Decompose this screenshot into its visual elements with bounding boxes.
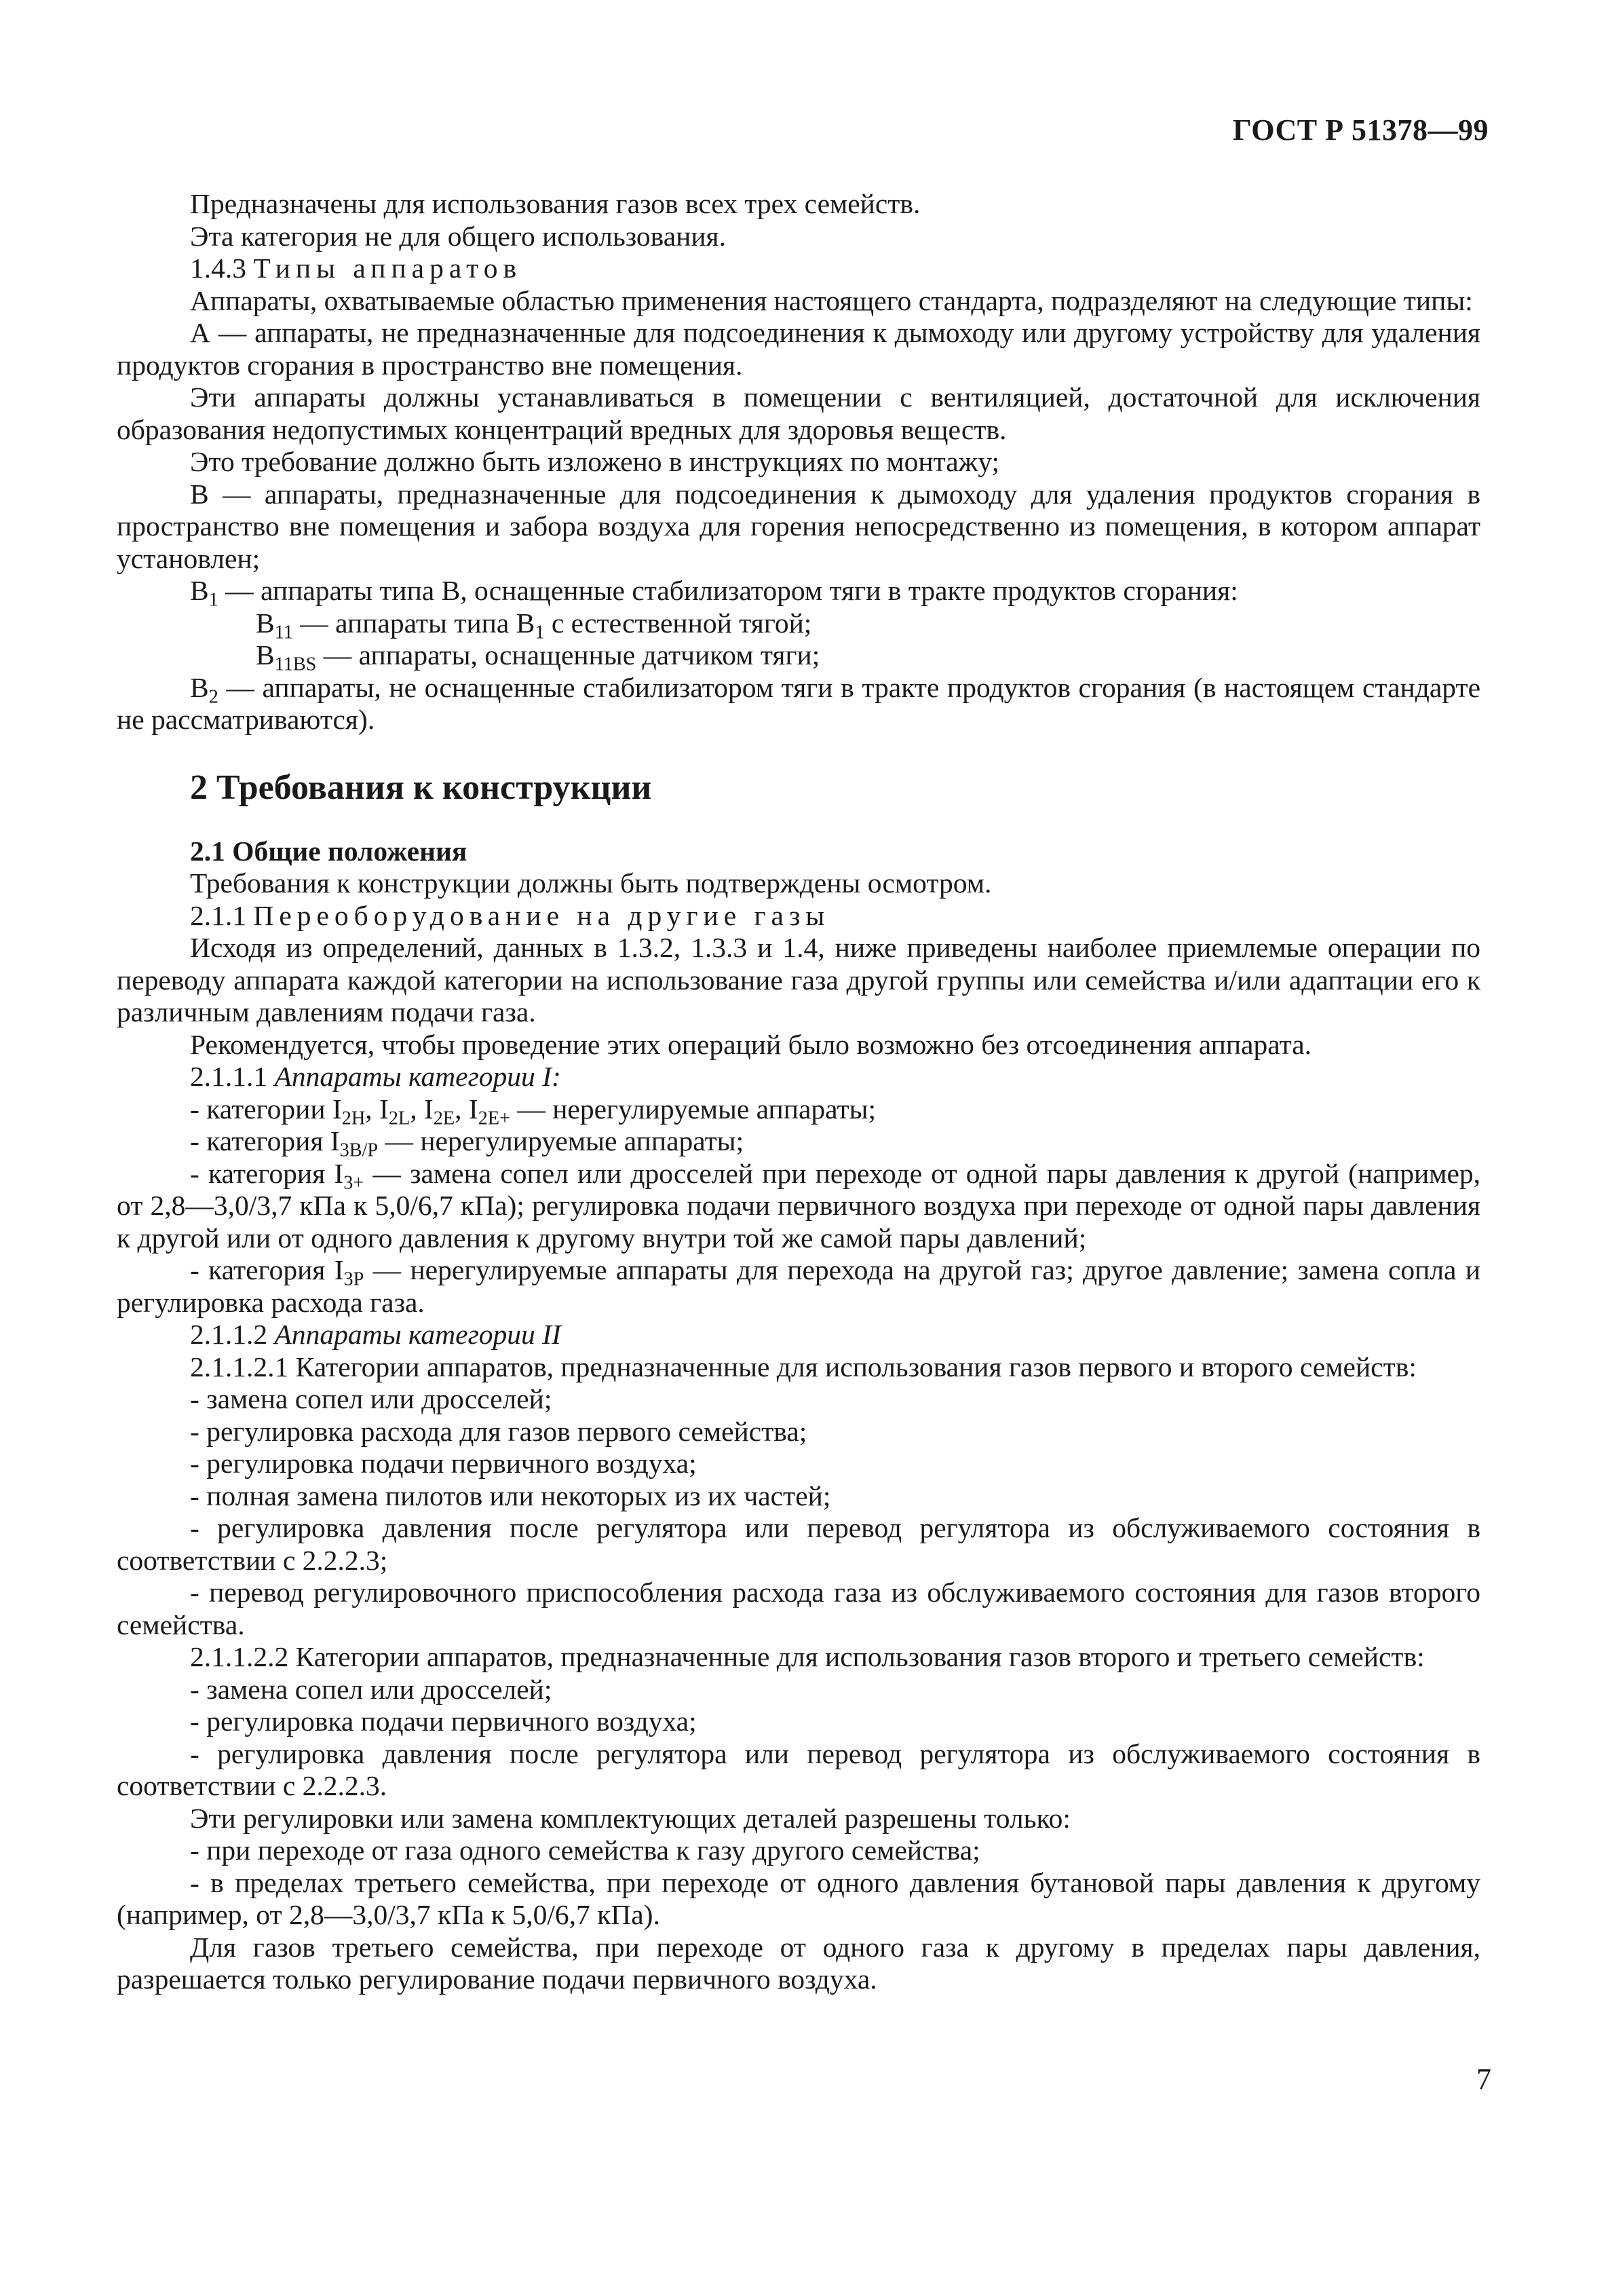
- category-item: - категория $I_{3B/P}$ — нерегулируемые аппараты;: [190, 1125, 744, 1161]
- paragraph: Исходя из определений, данных в 1.3.2, 1.3.3 и 1.4, ниже приведены наиболее приемлемые операции по переводу аппарата каждой категории на использование газа другой группы или семейства и/или адаптации его к различным давлениям подачи газа.: [117, 932, 1480, 1028]
- subsection-2-1-1-2-heading: [117, 1319, 1480, 1351]
- paragraph: Эта категория не для общего использования.: [190, 220, 726, 252]
- paragraph: Аппараты, охватываемые областью применения настоящего стандарта, подразделяют на следующие типы:: [190, 284, 1473, 316]
- category-item: - категории $I_{2H}$, $I_{2L}$, $I_{2E}$, $I_{2E+}$ — нерегулируемые аппараты;: [190, 1093, 877, 1129]
- section-number: 2.1.1.2: [190, 1319, 268, 1350]
- list-item: - перевод регулировочного приспособления расхода газа из обслуживаемого состояния для газов второго семейства.: [117, 1577, 1480, 1640]
- type-b-definition: В — аппараты, предназначенные для подсоединения к дымоходу для удаления продуктов сгорания в пространство вне помещения и забора воздуха для горения непосредственно из помещения, в котором аппарат установлен;: [117, 478, 1480, 574]
- subsection-2-1-1-1-heading: [117, 1061, 1480, 1093]
- subsection-2-1-1-heading: [117, 900, 1480, 933]
- page-number: 7: [1476, 2063, 1491, 2096]
- list-item: - регулировка подачи первичного воздуха;: [190, 1706, 697, 1737]
- list-item: - регулировка давления после регулятора или перевод регулятора из обслуживаемого состояния в соответствии с 2.2.2.3;: [117, 1512, 1480, 1576]
- paragraph: 2.1.1.2.2 Категории аппаратов, предназначенные для использования газов второго и третьего семейств:: [190, 1641, 1425, 1672]
- type-b11bs-definition: $В_{11BS}$ — аппараты, оснащенные датчиком тяги;: [256, 639, 820, 675]
- page-content: [117, 188, 1480, 1996]
- type-b1-definition: $В_1$ — аппараты типа В, оснащенные стабилизатором тяги в тракте продуктов сгорания:: [190, 575, 1238, 611]
- category-item: - категория $I_{3P}$ — нерегулируемые аппараты для перехода на другой газ; другое давление; замена сопла и регулировка расхода газа.: [117, 1254, 1480, 1318]
- section-2-heading: 2 Требования к конструкции: [190, 768, 652, 807]
- section-title: Переоборудование на другие газы: [253, 899, 830, 931]
- section-number: 2.1.1: [190, 899, 246, 931]
- subsection-1-4-3-heading: [117, 252, 1480, 285]
- section-title: Аппараты категории II: [274, 1319, 561, 1350]
- type-b11-definition: $В_{11}$ — аппараты типа $В_1$ с естественной тягой;: [256, 607, 812, 643]
- list-item: - при переходе от газа одного семейства к газу другого семейства;: [190, 1834, 980, 1866]
- paragraph: Эти аппараты должны устанавливаться в помещении с вентиляцией, достаточной для исключения образования недопустимых концентраций вредных для здоровья веществ.: [117, 381, 1480, 445]
- list-item: - регулировка подачи первичного воздуха;: [190, 1448, 697, 1479]
- paragraph: Это требование должно быть изложено в инструкциях по монтажу;: [190, 446, 1000, 477]
- type-a-definition: А — аппараты, не предназначенные для подсоединения к дымоходу или другому устройству для удаления продуктов сгорания в пространство вне помещения.: [117, 317, 1480, 381]
- category-item: - категория $I_{3+}$ — замена сопел или дросселей при переходе от одной пары давления к другой (например, от 2,8—3,0/3,7 кПа к 5,0/6,7 кПа); регулировка подачи первичного воздуха при переходе от одной пары давления к другой или от одного давления к другому внутри той же самой пары давлений;: [117, 1157, 1480, 1254]
- section-number: 1.4.3: [190, 252, 246, 284]
- section-title: Типы аппаратов: [253, 252, 522, 284]
- paragraph: Требования к конструкции должны быть подтверждены осмотром.: [190, 867, 992, 899]
- list-item: - в пределах третьего семейства, при переходе от одного давления бутановой пары давления к другому (например, от 2,8—3,0/3,7 кПа к 5,0/6,7 кПа).: [117, 1866, 1480, 1930]
- list-item: - регулировка давления после регулятора или перевод регулятора из обслуживаемого состояния в соответствии с 2.2.2.3.: [117, 1737, 1480, 1801]
- list-item: - регулировка расхода для газов первого семейства;: [190, 1415, 807, 1447]
- paragraph: Рекомендуется, чтобы проведение этих операций было возможно без отсоединения аппарата.: [190, 1028, 1312, 1060]
- paragraph: 2.1.1.2.1 Категории аппаратов, предназначенные для использования газов первого и второго семейств:: [190, 1351, 1417, 1382]
- paragraph: Предназначены для использования газов всех трех семейств.: [190, 188, 921, 219]
- list-item: - полная замена пилотов или некоторых из их частей;: [190, 1480, 831, 1511]
- standard-number-header: ГОСТ Р 51378—99: [1232, 113, 1489, 147]
- type-b2-definition: $В_2$ — аппараты, не оснащенные стабилизатором тяги в тракте продуктов сгорания (в настоящем стандарте не рассматриваются).: [117, 671, 1480, 735]
- paragraph: Эти регулировки или замена комплектующих деталей разрешены только:: [190, 1802, 1071, 1834]
- section-number: 2.1.1.1: [190, 1061, 268, 1092]
- list-item: - замена сопел или дросселей;: [190, 1383, 552, 1414]
- list-item: - замена сопел или дросселей;: [190, 1673, 552, 1705]
- paragraph: Для газов третьего семейства, при переходе от одного газа к другому в пределах пары давления, разрешается только регулирование подачи первичного воздуха.: [117, 1931, 1480, 1995]
- subsection-2-1-heading: 2.1 Общие положения: [190, 835, 467, 867]
- section-title: Аппараты категории I:: [274, 1061, 561, 1092]
